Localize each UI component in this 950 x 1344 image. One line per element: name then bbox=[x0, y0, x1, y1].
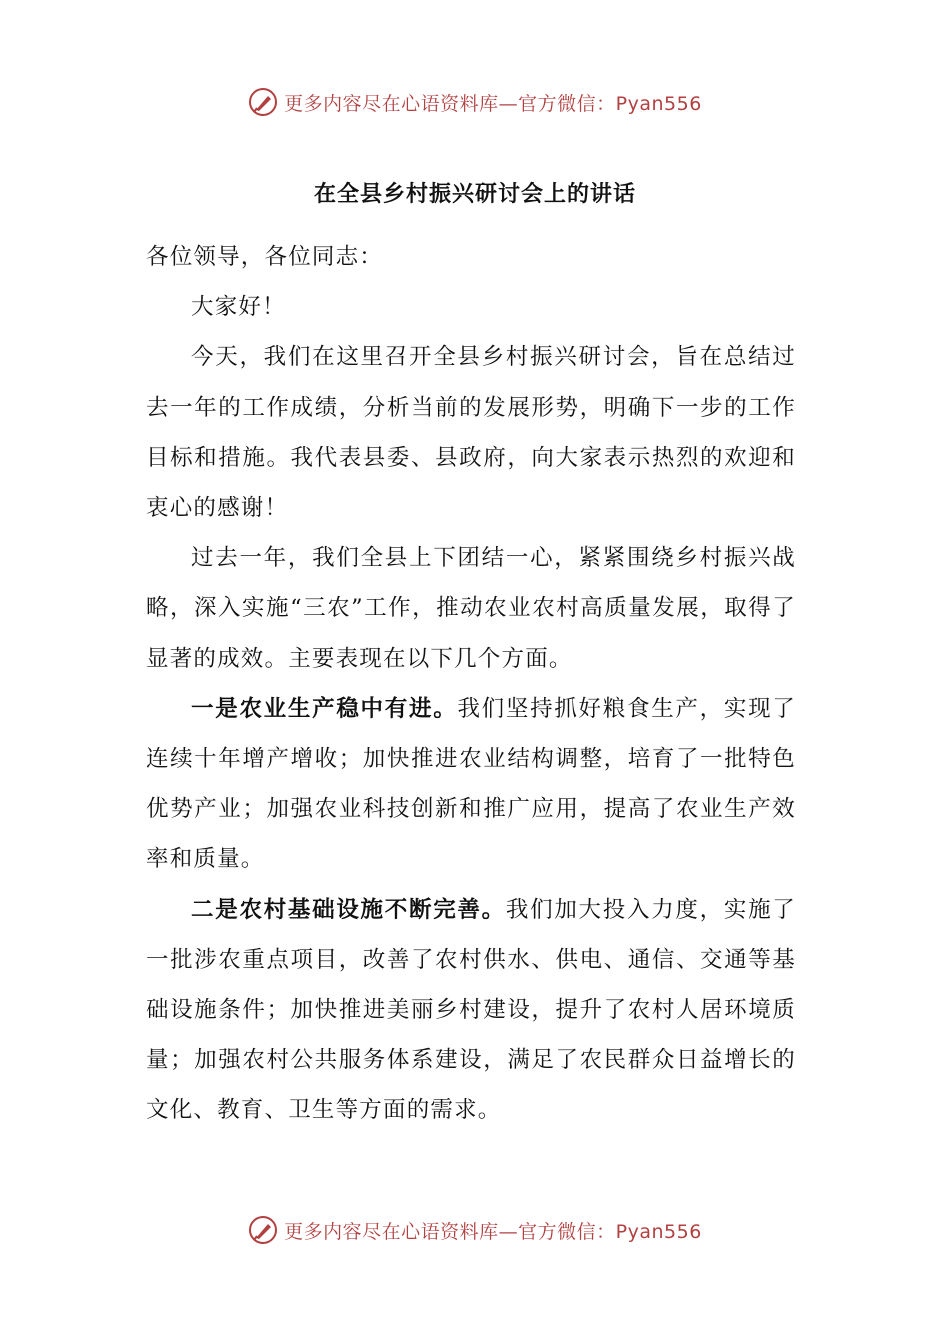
banner-wechat-id: Pyan556 bbox=[615, 1220, 702, 1243]
greeting: 大家好！ bbox=[191, 294, 286, 321]
document-body bbox=[146, 232, 796, 1136]
point-1-heading: 一是农业生产稳中有进。 bbox=[191, 695, 458, 722]
banner-label: 更多内容尽在心语资料库—官方微信： bbox=[284, 92, 616, 115]
paragraph-point-1 bbox=[146, 684, 796, 885]
point-2-heading: 二是农村基础设施不断完善。 bbox=[191, 896, 506, 923]
banner-text bbox=[284, 1217, 702, 1244]
quill-logo-icon bbox=[248, 87, 278, 117]
paragraph-review: 过去一年，我们全县上下团结一心，紧紧围绕乡村振兴战略，深入实施“三农”工作，推动农业农村高质量发展，取得了显著的成效。主要表现在以下几个方面。 bbox=[146, 545, 796, 672]
footer-banner bbox=[0, 1210, 950, 1250]
banner-text bbox=[284, 89, 702, 116]
point-1-body: 我们坚持抓好粮食生产，实现了连续十年增产增收；加快推进农业结构调整，培育了一批特色优势产业；加强农业科技创新和推广应用，提高了农业生产效率和质量。 bbox=[146, 695, 797, 873]
salutation: 各位领导，各位同志： bbox=[146, 244, 384, 270]
document-title: 在全县乡村振兴研讨会上的讲话 bbox=[313, 181, 636, 207]
quill-logo-icon bbox=[248, 1215, 278, 1245]
banner-label: 更多内容尽在心语资料库—官方微信： bbox=[284, 1220, 616, 1243]
paragraph-point-2 bbox=[146, 885, 796, 1136]
header-banner bbox=[0, 82, 950, 122]
paragraph-intro: 今天，我们在这里召开全县乡村振兴研讨会，旨在总结过去一年的工作成绩，分析当前的发展形势，明确下一步的工作目标和措施。我代表县委、县政府，向大家表示热烈的欢迎和衷心的感谢！ bbox=[146, 344, 796, 522]
banner-wechat-id: Pyan556 bbox=[615, 92, 702, 115]
point-2-body: 我们加大投入力度，实施了一批涉农重点项目，改善了农村供水、供电、通信、交通等基础设施条件；加快推进美丽乡村建设，提升了农村人居环境质量；加强农村公共服务体系建设，满足了农民群众日益增长的文化、教育、卫生等方面的需求。 bbox=[146, 896, 796, 1124]
